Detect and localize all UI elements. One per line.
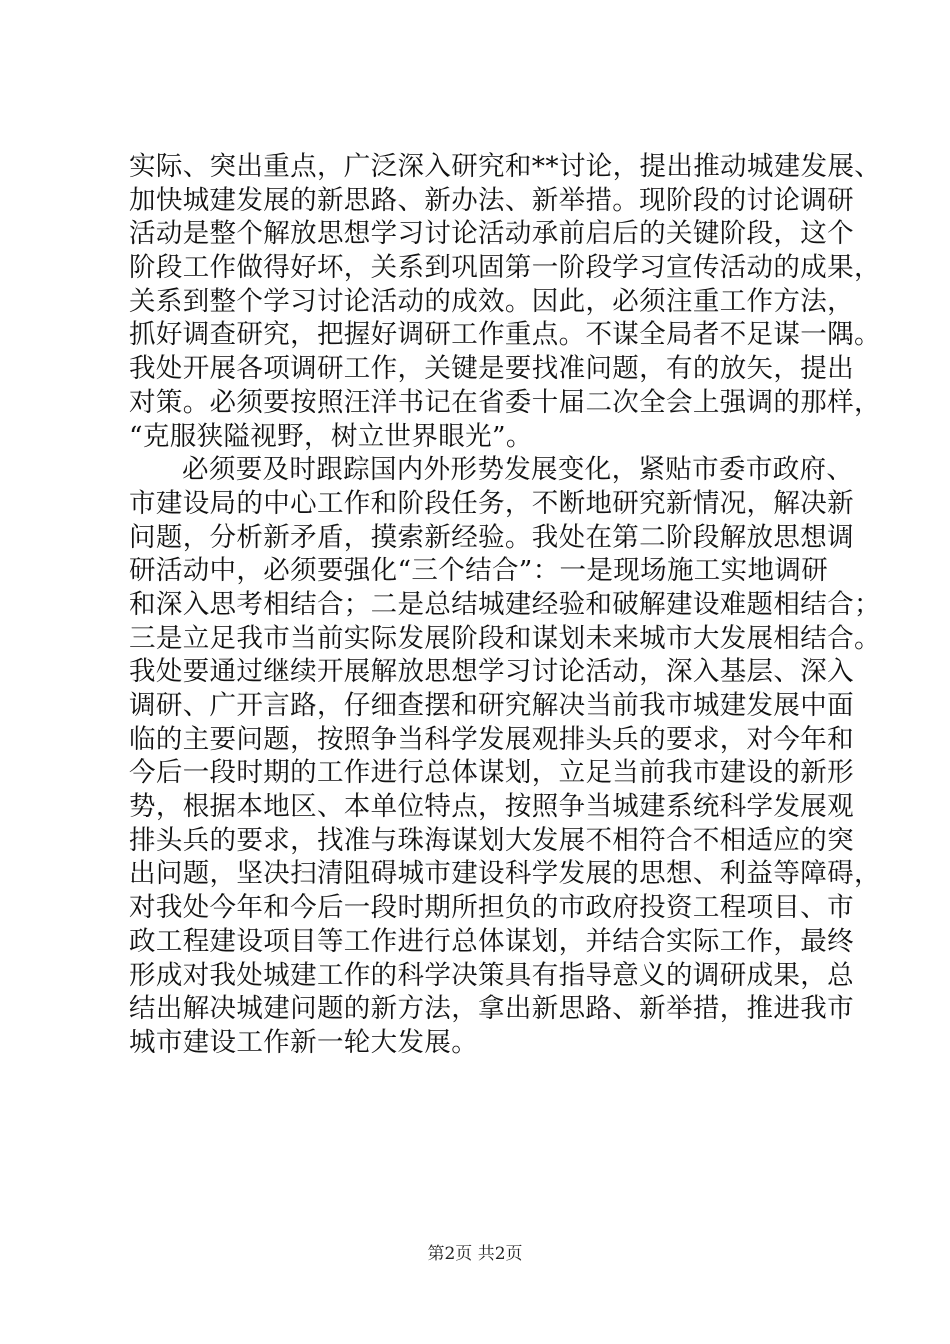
text-line: 我处开展各项调研工作，关键是要找准问题，有的放矢，提出: [129, 353, 854, 385]
text-line: 关系到整个学习讨论活动的成效。因此，必须注重工作方法，: [129, 285, 854, 317]
text-line: 临的主要问题，按照争当科学发展观排头兵的要求，对今年和: [129, 723, 854, 755]
text-line: 抓好调查研究，把握好调研工作重点。不谋全局者不足谋一隅。: [129, 319, 881, 351]
text-line: 活动是整个解放思想学习讨论活动承前启后的关键阶段，这个: [129, 218, 854, 250]
paragraph-2: [129, 453, 881, 1059]
text-line: 问题，分析新矛盾，摸索新经验。我处在第二阶段解放思想调: [129, 521, 854, 553]
text-line: 我处要通过继续开展解放思想学习讨论活动，深入基层、深入: [129, 656, 854, 688]
text-line: 研活动中，必须要强化“三个结合”：一是现场施工实地调研: [129, 555, 829, 587]
body-text: [129, 150, 882, 1060]
text-line: 实际、突出重点，广泛深入研究和**讨论，提出推动城建发展、: [129, 151, 882, 182]
text-line: 政工程建设项目等工作进行总体谋划，并结合实际工作，最终: [129, 925, 854, 957]
text-line: 调研、广开言路，仔细查摆和研究解决当前我市城建发展中面: [129, 690, 854, 721]
text-line: 对策。必须要按照汪洋书记在省委十届二次全会上强调的那样，: [129, 386, 881, 418]
text-line: 和深入思考相结合；二是总结城建经验和破解建设难题相结合；: [129, 588, 881, 620]
text-line: 城市建设工作新一轮大发展。: [129, 1026, 479, 1058]
text-line: “克服狭隘视野，树立世界眼光”。: [129, 420, 533, 452]
text-line: 出问题，坚决扫清阻碍城市建设科学发展的思想、利益等障碍，: [129, 858, 881, 890]
text-line: 势，根据本地区、本单位特点，按照争当城建系统科学发展观: [129, 791, 854, 823]
page-number: 第2页 共2页: [427, 1244, 523, 1264]
paragraph-1: [129, 150, 882, 453]
text-line: 排头兵的要求，找准与珠海谋划大发展不相符合不相适应的突: [129, 824, 854, 856]
text-line: 必须要及时跟踪国内外形势发展变化，紧贴市委市政府、: [182, 454, 854, 486]
page-footer: [0, 1243, 950, 1265]
text-line: 三是立足我市当前实际发展阶段和谋划未来城市大发展相结合。: [129, 622, 881, 654]
text-line: 阶段工作做得好坏，关系到巩固第一阶段学习宣传活动的成果，: [129, 252, 881, 284]
text-line: 对我处今年和今后一段时期所担负的市政府投资工程项目、市: [129, 892, 854, 924]
text-line: 市建设局的中心工作和阶段任务，不断地研究新情况，解决新: [129, 487, 854, 519]
text-line: 加快城建发展的新思路、新办法、新举措。现阶段的讨论调研: [129, 184, 854, 216]
text-line: 今后一段时期的工作进行总体谋划，立足当前我市建设的新形: [129, 757, 854, 789]
text-line: 结出解决城建问题的新方法，拿出新思路、新举措，推进我市: [129, 993, 854, 1025]
text-line: 形成对我处城建工作的科学决策具有指导意义的调研成果，总: [129, 959, 854, 991]
